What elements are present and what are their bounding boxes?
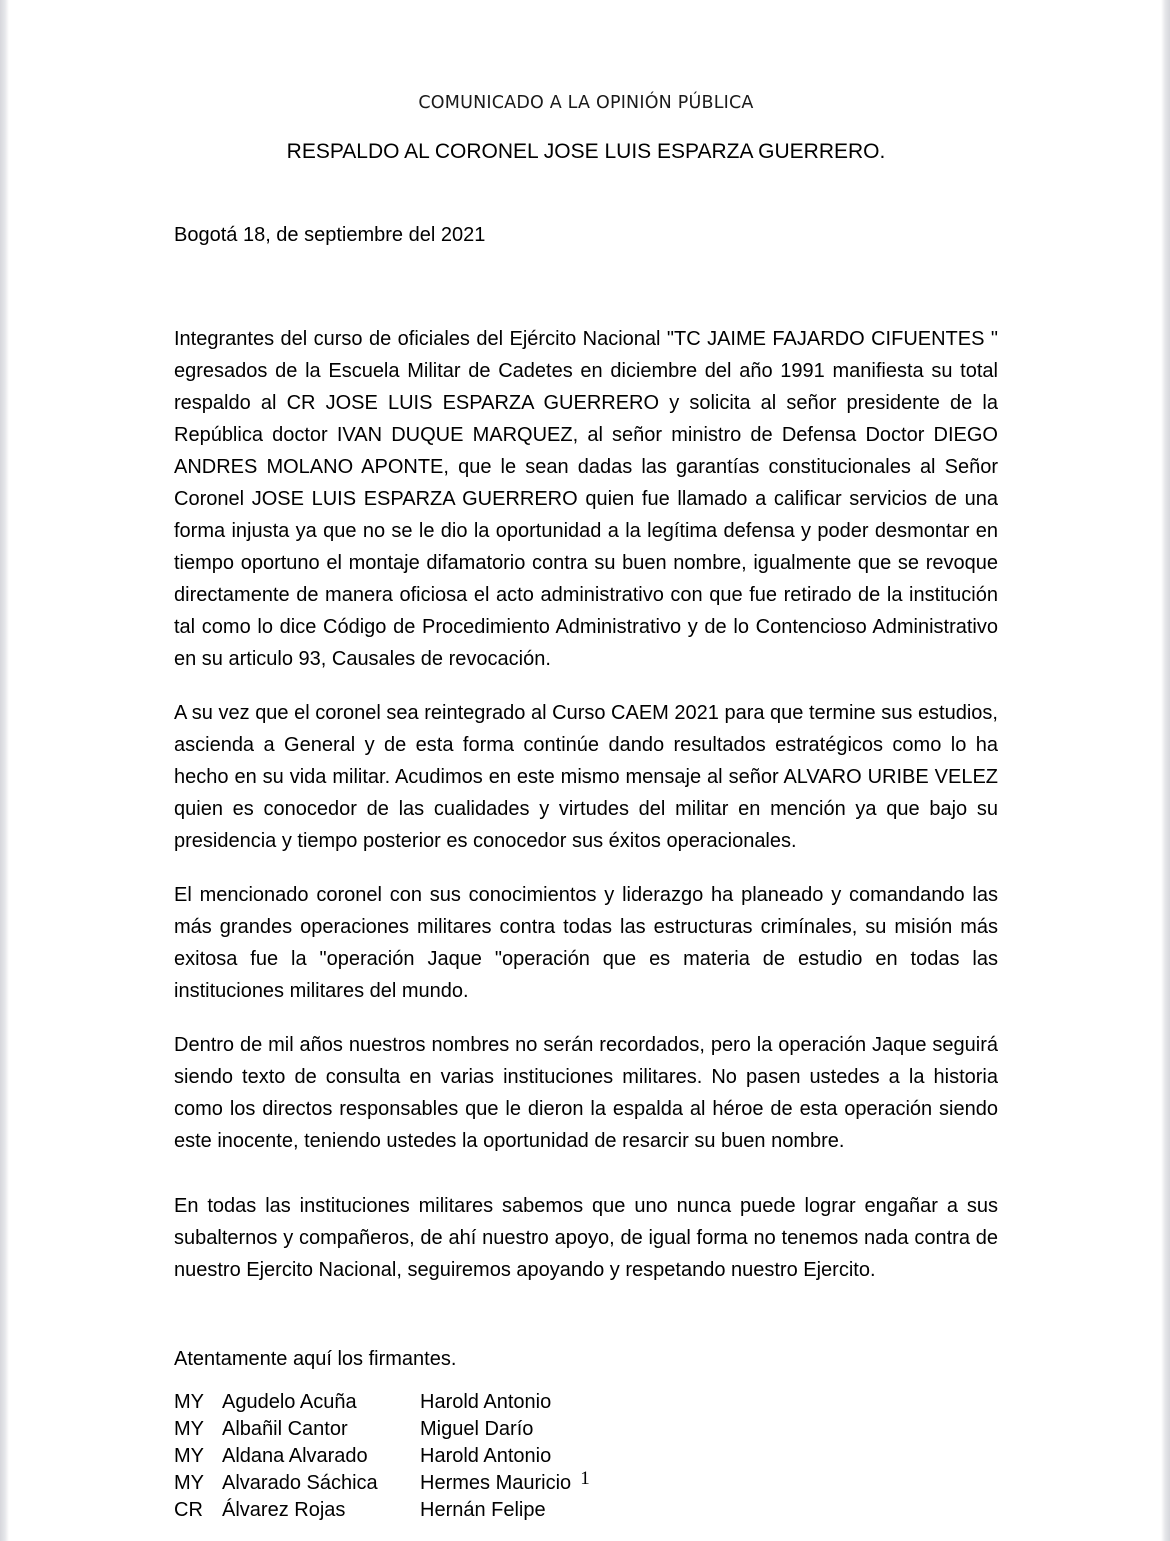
page-number: 1: [580, 1468, 590, 1489]
signer-rank: CR: [174, 1498, 203, 1521]
document-heading-primary: COMUNICADO A LA OPINIÓN PÚBLICA: [418, 93, 754, 113]
signer-last-name: Agudelo Acuña: [222, 1390, 357, 1413]
signer-first-name: Miguel Darío: [420, 1417, 534, 1440]
table-row: [174, 1443, 571, 1470]
signer-last-name: Albañil Cantor: [222, 1417, 348, 1440]
paragraph-3: El mencionado coronel con sus conocimientos y liderazgo ha planeado y comandando las más grandes operaciones militares contra todas las estructuras crimínales, su misión más exitosa fue la "operación Jaque "operación que es materia de estudio en todas las instituciones militares del mundo.: [174, 883, 998, 1002]
signature-intro: Atentamente aquí los firmantes.: [174, 1347, 457, 1370]
paragraph-2: A su vez que el coronel sea reintegrado al Curso CAEM 2021 para que termine sus estudios, ascienda a General y de esta forma continúe dando resultados estratégicos como lo ha hecho en su vida militar. Acudimos en este mismo mensaje al señor ALVARO URIBE VELEZ quien es conocedor de las cualidades y virtudes del militar en mención ya que bajo su presidencia y tiempo posterior es conocedor sus éxitos operacionales.: [174, 701, 998, 852]
paragraph-5: En todas las instituciones militares sabemos que uno nunca puede lograr engañar a sus subalternos y compañeros, de ahí nuestro apoyo, de igual forma no tenemos nada contra de nuestro Ejercito Nacional, seguiremos apoyando y respetando nuestro Ejercito.: [174, 1194, 998, 1281]
document-body: [174, 251, 998, 1286]
signer-first-name: Hermes Mauricio: [420, 1471, 572, 1494]
signer-rank: MY: [174, 1417, 204, 1440]
paragraph-1: Integrantes del curso de oficiales del Ejército Nacional "TC JAIME FAJARDO CIFUENTES " egresados de la Escuela Militar de Cadetes en diciembre del año 1991 manifiesta su total respaldo al CR JOSE LUIS ESPARZA GUERRERO y solicita al señor presidente de la República doctor IVAN DUQUE MARQUEZ, al señor ministro de Defensa Doctor DIEGO ANDRES MOLANO APONTE, que le sean dadas las garantías constitucionales al Señor Coronel JOSE LUIS ESPARZA GUERRERO quien fue llamado a calificar servicios de una forma injusta ya que no se le dio la oportunidad a la legítima defensa y poder desmontar en tiempo oportuno el montaje difamatorio contra su buen nombre, igualmente que se revoque directamente de manera oficiosa el acto administrativo con que fue retirado de la institución tal como lo dice Código de Procedimiento Administrativo y de lo Contencioso Administrativo en su articulo 93, Causales de revocación.: [174, 327, 998, 670]
document-date-line: Bogotá 18, de septiembre del 2021: [174, 223, 486, 246]
page-gutter-left: [0, 0, 9, 1541]
document-page: [9, 0, 1161, 1541]
document-heading-secondary: RESPALDO AL CORONEL JOSE LUIS ESPARZA GUERRERO.: [286, 139, 886, 163]
paragraph-4: Dentro de mil años nuestros nombres no serán recordados, pero la operación Jaque seguirá siendo texto de consulta en varias instituciones militares. No pasen ustedes a la historia como los directos responsables que le dieron la espalda al héroe de esta operación siendo este inocente, teniendo ustedes la oportunidad de resarcir su buen nombre.: [174, 1033, 998, 1152]
signer-last-name: Aldana Alvarado: [222, 1444, 368, 1467]
signer-rank: MY: [174, 1390, 204, 1413]
signer-first-name: Hernán Felipe: [420, 1498, 546, 1521]
signer-last-name: Alvarado Sáchica: [222, 1471, 378, 1494]
document-content: [174, 0, 998, 1524]
signer-last-name: Álvarez Rojas: [222, 1498, 346, 1521]
signer-rank: MY: [174, 1471, 204, 1494]
signer-first-name: Harold Antonio: [420, 1390, 552, 1413]
signers-table: [174, 1389, 571, 1524]
table-row: [174, 1416, 571, 1443]
signer-first-name: Harold Antonio: [420, 1444, 552, 1467]
table-row: [174, 1497, 571, 1524]
page-gutter-right: [1161, 0, 1170, 1541]
signer-rank: MY: [174, 1444, 204, 1467]
table-row: [174, 1389, 571, 1416]
